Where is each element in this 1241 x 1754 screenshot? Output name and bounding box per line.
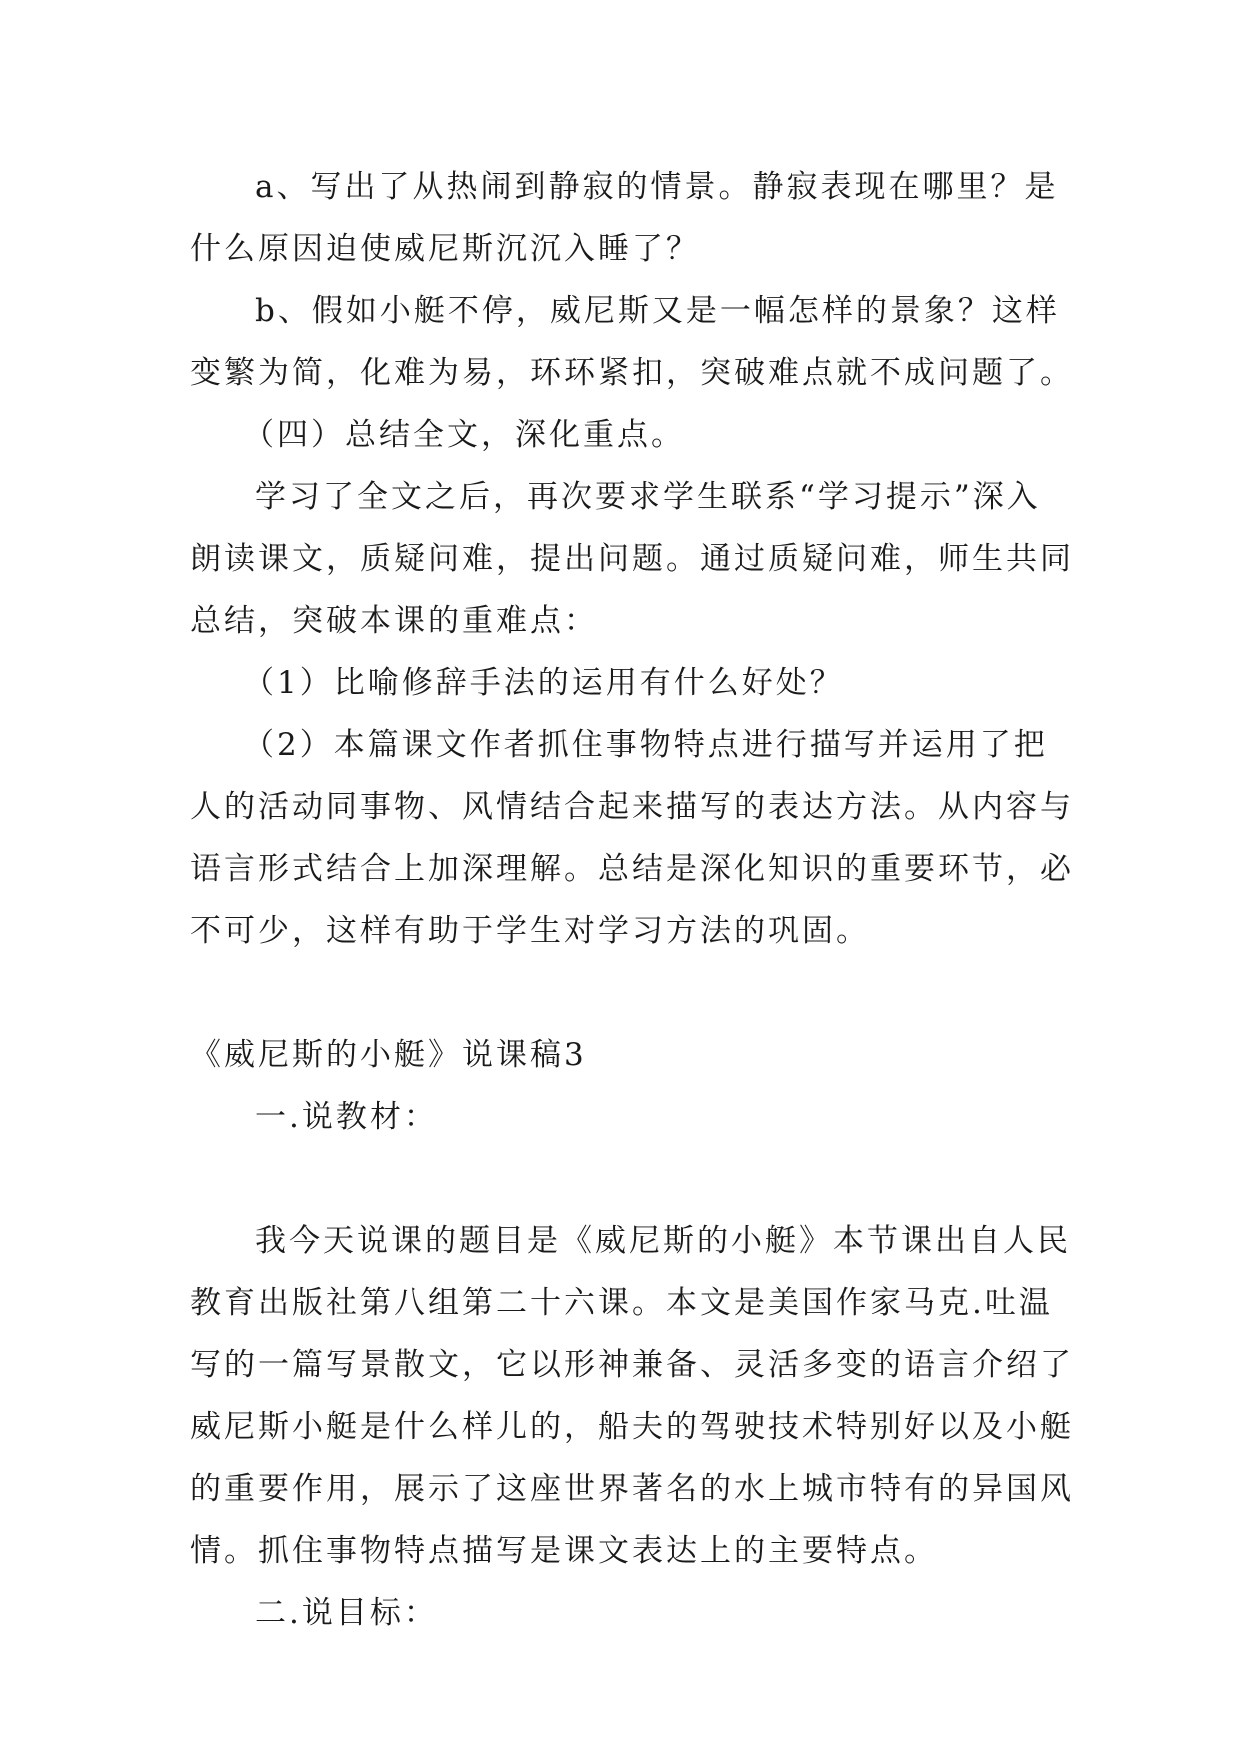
list-item: （2）本篇课文作者抓住事物特点进行描写并运用了把: [243, 727, 1048, 763]
paragraph-line: 威尼斯小艇是什么样儿的，船夫的驾驶技术特别好以及小艇: [190, 1409, 1074, 1445]
paragraph-line: 写的一篇写景散文，它以形神兼备、灵活多变的语言介绍了: [190, 1347, 1074, 1383]
paragraph-line: 教育出版社第八组第二十六课。本文是美国作家马克.吐温: [190, 1285, 1053, 1321]
document-title: 《威尼斯的小艇》说课稿3: [190, 1037, 587, 1073]
paragraph-line: 朗读课文，质疑问难，提出问题。通过质疑问难，师生共同: [190, 541, 1074, 577]
paragraph-line: 总结，突破本课的重难点：: [190, 603, 598, 639]
paragraph-line: 人的活动同事物、风情结合起来描写的表达方法。从内容与: [190, 789, 1074, 825]
paragraph-line: 语言形式结合上加深理解。总结是深化知识的重要环节，必: [190, 851, 1074, 887]
paragraph-line: a、写出了从热闹到静寂的情景。静寂表现在哪里？是: [255, 169, 1059, 205]
section-heading: 二.说目标：: [255, 1595, 438, 1631]
paragraph-line: 的重要作用，展示了这座世界著名的水上城市特有的异国风: [190, 1471, 1074, 1507]
section-heading: （四）总结全文，深化重点。: [243, 417, 685, 453]
paragraph-line: 学习了全文之后，再次要求学生联系“学习提示”深入: [255, 479, 1041, 515]
section-heading: 一.说教材：: [255, 1099, 438, 1135]
paragraph-line: 我今天说课的题目是《威尼斯的小艇》本节课出自人民: [255, 1223, 1071, 1259]
paragraph-line: 变繁为简，化难为易，环环紧扣，突破难点就不成问题了。: [190, 355, 1074, 391]
paragraph-line: 情。抓住事物特点描写是课文表达上的主要特点。: [190, 1533, 938, 1569]
paragraph-line: b、假如小艇不停，威尼斯又是一幅怎样的景象？这样: [255, 293, 1060, 329]
paragraph-line: 不可少，这样有助于学生对学习方法的巩固。: [190, 913, 870, 949]
paragraph-line: 什么原因迫使威尼斯沉沉入睡了？: [190, 231, 700, 267]
list-item: （1）比喻修辞手法的运用有什么好处？: [243, 665, 844, 701]
